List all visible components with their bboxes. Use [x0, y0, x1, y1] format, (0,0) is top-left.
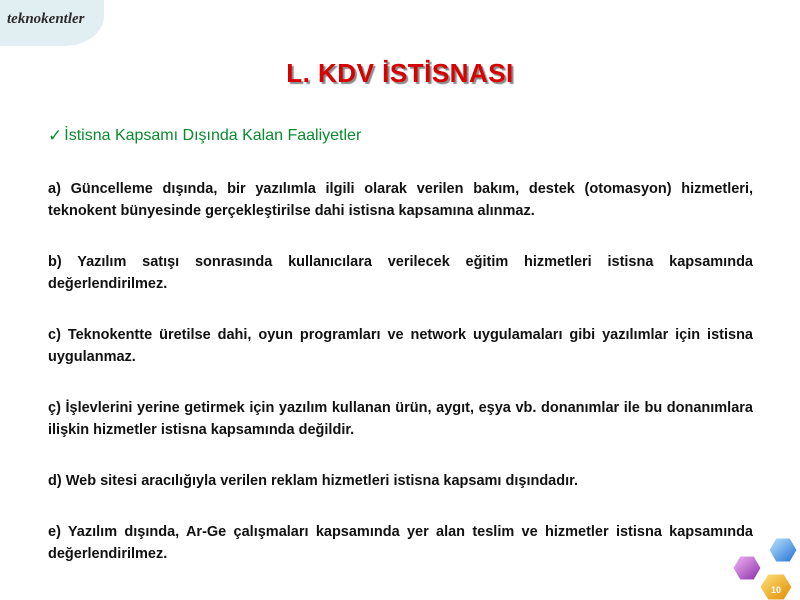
logo-tab	[0, 0, 104, 46]
list-item: d) Web sitesi aracılığıyla verilen reklam hizmetleri istisna kapsamı dışındadır.	[48, 473, 579, 489]
list-item: b) Yazılım satışı sonrasında kullanıcılara verilecek eğitim hizmetleri istisna kapsamında değerlendirilmez.	[48, 254, 753, 292]
list-item: ç) İşlevlerini yerine getirmek için yazılım kullanan ürün, aygıt, eşya vb. donanımlar ile bu donanımlara ilişkin hizmetler istisna kapsamında değildir.	[48, 400, 753, 438]
exclusion-list	[48, 178, 753, 594]
hexagon-decoration	[730, 538, 800, 600]
list-item: e) Yazılım dışında, Ar-Ge çalışmaları kapsamında yer alan teslim ve hizmetler istisna kapsamında değerlendirilmez.	[48, 524, 753, 562]
section-heading-text: İstisna Kapsamı Dışında Kalan Faaliyetler	[64, 127, 362, 144]
section-heading	[48, 126, 361, 146]
check-icon: ✓	[48, 126, 63, 145]
page-title: L. KDV İSTİSNASI	[286, 58, 514, 88]
list-item: c) Teknokentte üretilse dahi, oyun programları ve network uygulamaları gibi yazılımlar için istisna uygulanmaz.	[48, 327, 753, 365]
list-item: a) Güncelleme dışında, bir yazılımla ilgili olarak verilen bakım, destek (otomasyon) hizmetleri, teknokent bünyesinde gerçekleştirilse dahi istisna kapsamına alınmaz.	[48, 181, 753, 219]
logo-text: teknokentler	[7, 11, 85, 27]
hexagon-purple	[733, 556, 761, 580]
hexagon-blue	[769, 538, 797, 562]
page-number: 10	[770, 585, 782, 595]
